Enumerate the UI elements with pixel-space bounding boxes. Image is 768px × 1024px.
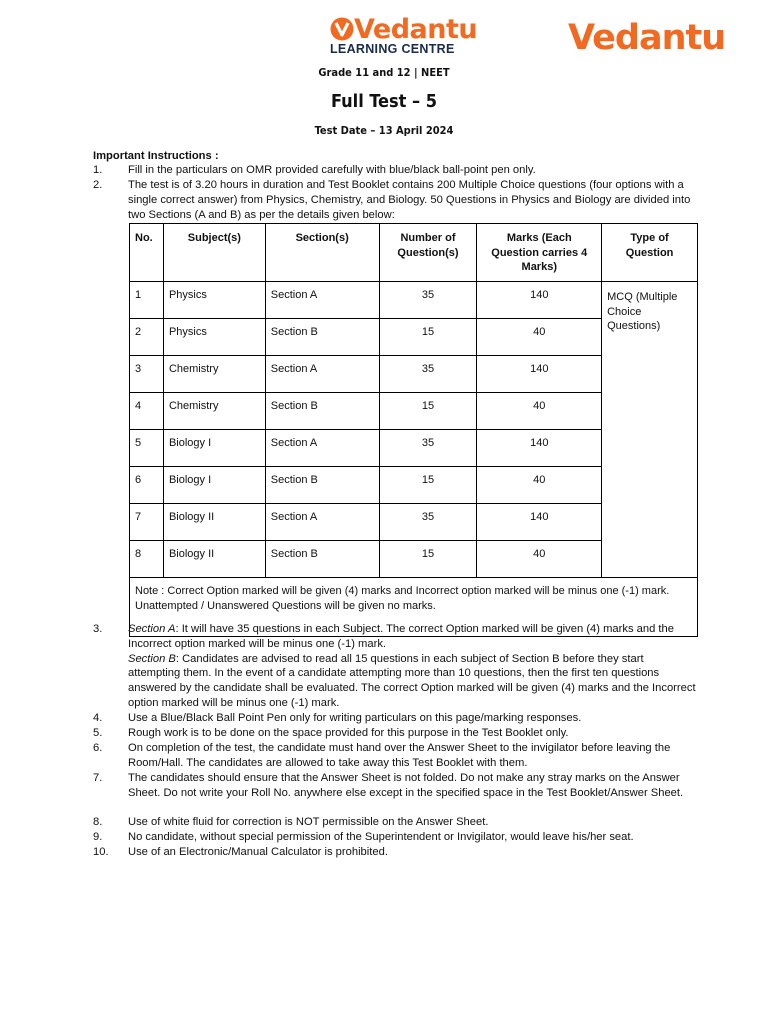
- cell-section: Section A: [265, 356, 379, 393]
- item-number: 4.: [93, 712, 103, 724]
- cell-questions: 35: [379, 356, 477, 393]
- cell-type: MCQ (Multiple Choice Questions): [602, 282, 698, 578]
- grade-line: Grade 11 and 12 | NEET: [318, 66, 450, 79]
- cell-marks: 40: [477, 541, 602, 578]
- cell-questions: 15: [379, 319, 477, 356]
- cell-subject: Biology II: [163, 541, 265, 578]
- test-date: Test Date – 13 April 2024: [314, 124, 454, 137]
- col-header-type: Type of Question: [602, 224, 698, 282]
- cell-section: Section A: [265, 504, 379, 541]
- page-title: Full Test – 5: [330, 91, 438, 112]
- item-number: 10.: [93, 846, 109, 858]
- cell-marks: 40: [477, 467, 602, 504]
- cell-marks: 140: [477, 282, 602, 319]
- note-line-2: Unattempted / Unanswered Questions will be given no marks.: [135, 599, 436, 612]
- sections-table: [129, 223, 698, 637]
- cell-marks: 140: [477, 504, 602, 541]
- cell-questions: 15: [379, 467, 477, 504]
- col-header-questions: Number of Question(s): [379, 224, 477, 282]
- section-a-text: : It will have 35 questions in each Subject. The correct Option marked will be given (4) marks and the Incorrect option marked will be minus one (-1) mark.: [128, 623, 674, 650]
- item-number: 5.: [93, 727, 103, 739]
- item-number: 6.: [93, 742, 103, 754]
- logo-subtitle: LEARNING CENTRE: [330, 42, 455, 56]
- item-text: On completion of the test, the candidate must hand over the Answer Sheet to the invigilator before leaving the Room/Hall. The candidates are allowed to take away this Test Booklet with them.: [128, 742, 671, 769]
- col-header-no: No.: [130, 224, 164, 282]
- cell-section: Section B: [265, 393, 379, 430]
- item-number: 2.: [93, 179, 103, 191]
- cell-questions: 35: [379, 504, 477, 541]
- item-number: 7.: [93, 772, 103, 784]
- cell-questions: 35: [379, 430, 477, 467]
- item-number: 1.: [93, 164, 103, 176]
- cell-questions: 35: [379, 282, 477, 319]
- item-text: The test is of 3.20 hours in duration and Test Booklet contains 200 Multiple Choice questions (four options with a single correct answer) from Physics, Chemistry, and Biology. 50 Questions in Physics and Biology are divided into two Sections (A and B) as per the details given below:: [128, 179, 691, 221]
- cell-section: Section B: [265, 467, 379, 504]
- cell-no: 7: [130, 504, 164, 541]
- section-a-label: Section A: [128, 623, 176, 635]
- cell-marks: 140: [477, 430, 602, 467]
- item-text: The candidates should ensure that the Answer Sheet is not folded. Do not make any stray marks on the Answer Sheet. Do not write your Roll No. anywhere else except in the specified space in the Test Booklet/Answer Sheet.: [128, 772, 684, 799]
- cell-no: 4: [130, 393, 164, 430]
- cell-no: 5: [130, 430, 164, 467]
- cell-subject: Biology I: [163, 430, 265, 467]
- cell-subject: Physics: [163, 282, 265, 319]
- section-b-label: Section B: [128, 652, 176, 665]
- section-b-paragraph: [128, 652, 698, 711]
- item-text: Use of white fluid for correction is NOT permissible on the Answer Sheet.: [128, 816, 489, 828]
- cell-questions: 15: [379, 541, 477, 578]
- item-text: Rough work is to be done on the space provided for this purpose in the Test Booklet only.: [128, 727, 569, 739]
- instructions-heading: Important Instructions :: [93, 150, 219, 162]
- logo-brand-text: Vedantu: [354, 14, 478, 45]
- cell-section: Section B: [265, 319, 379, 356]
- cell-marks: 40: [477, 393, 602, 430]
- item-text: Use a Blue/Black Ball Point Pen only for writing particulars on this page/marking responses.: [128, 712, 582, 724]
- col-header-subject: Subject(s): [163, 224, 265, 282]
- section-b-text: : Candidates are advised to read all 15 questions in each subject of Section B before they start attempting them. In the event of a candidate attempting more than 10 questions, then the first ten questions answered by the candidate shall be evaluated. The correct Option marked will be given (4) marks and the Incorrect option marked will be minus one (-1) mark.: [128, 652, 696, 709]
- vedantu-v-mark-icon: [330, 16, 354, 42]
- col-header-section: Section(s): [265, 224, 379, 282]
- item-number: 8.: [93, 816, 103, 828]
- cell-subject: Physics: [163, 319, 265, 356]
- cell-no: 8: [130, 541, 164, 578]
- cell-section: Section A: [265, 282, 379, 319]
- cell-section: Section A: [265, 430, 379, 467]
- cell-subject: Chemistry: [163, 356, 265, 393]
- cell-subject: Biology II: [163, 504, 265, 541]
- cell-questions: 15: [379, 393, 477, 430]
- item-number: 3.: [93, 623, 103, 635]
- vedantu-logo: Vedantu: [568, 18, 726, 58]
- item-text: [128, 622, 698, 711]
- note-line-1: Note : Correct Option marked will be given (4) marks and Incorrect option marked will be minus one (-1) mark.: [135, 585, 670, 597]
- item-text: No candidate, without special permission of the Superintendent or Invigilator, would leave his/her seat.: [128, 831, 634, 843]
- cell-marks: 40: [477, 319, 602, 356]
- cell-no: 2: [130, 319, 164, 356]
- section-a-paragraph: [128, 622, 698, 652]
- cell-marks: 140: [477, 356, 602, 393]
- table-row: [130, 282, 698, 319]
- item-text: Fill in the particulars on OMR provided carefully with blue/black ball-point pen only.: [128, 164, 536, 176]
- cell-subject: Biology I: [163, 467, 265, 504]
- cell-no: 6: [130, 467, 164, 504]
- col-header-marks: Marks (Each Question carries 4 Marks): [477, 224, 602, 282]
- cell-section: Section B: [265, 541, 379, 578]
- table-header-row: [130, 224, 698, 282]
- cell-no: 3: [130, 356, 164, 393]
- vedantu-learning-centre-logo: [328, 14, 478, 58]
- cell-no: 1: [130, 282, 164, 319]
- item-number: 9.: [93, 831, 103, 843]
- cell-subject: Chemistry: [163, 393, 265, 430]
- item-text: Use of an Electronic/Manual Calculator is prohibited.: [128, 846, 388, 858]
